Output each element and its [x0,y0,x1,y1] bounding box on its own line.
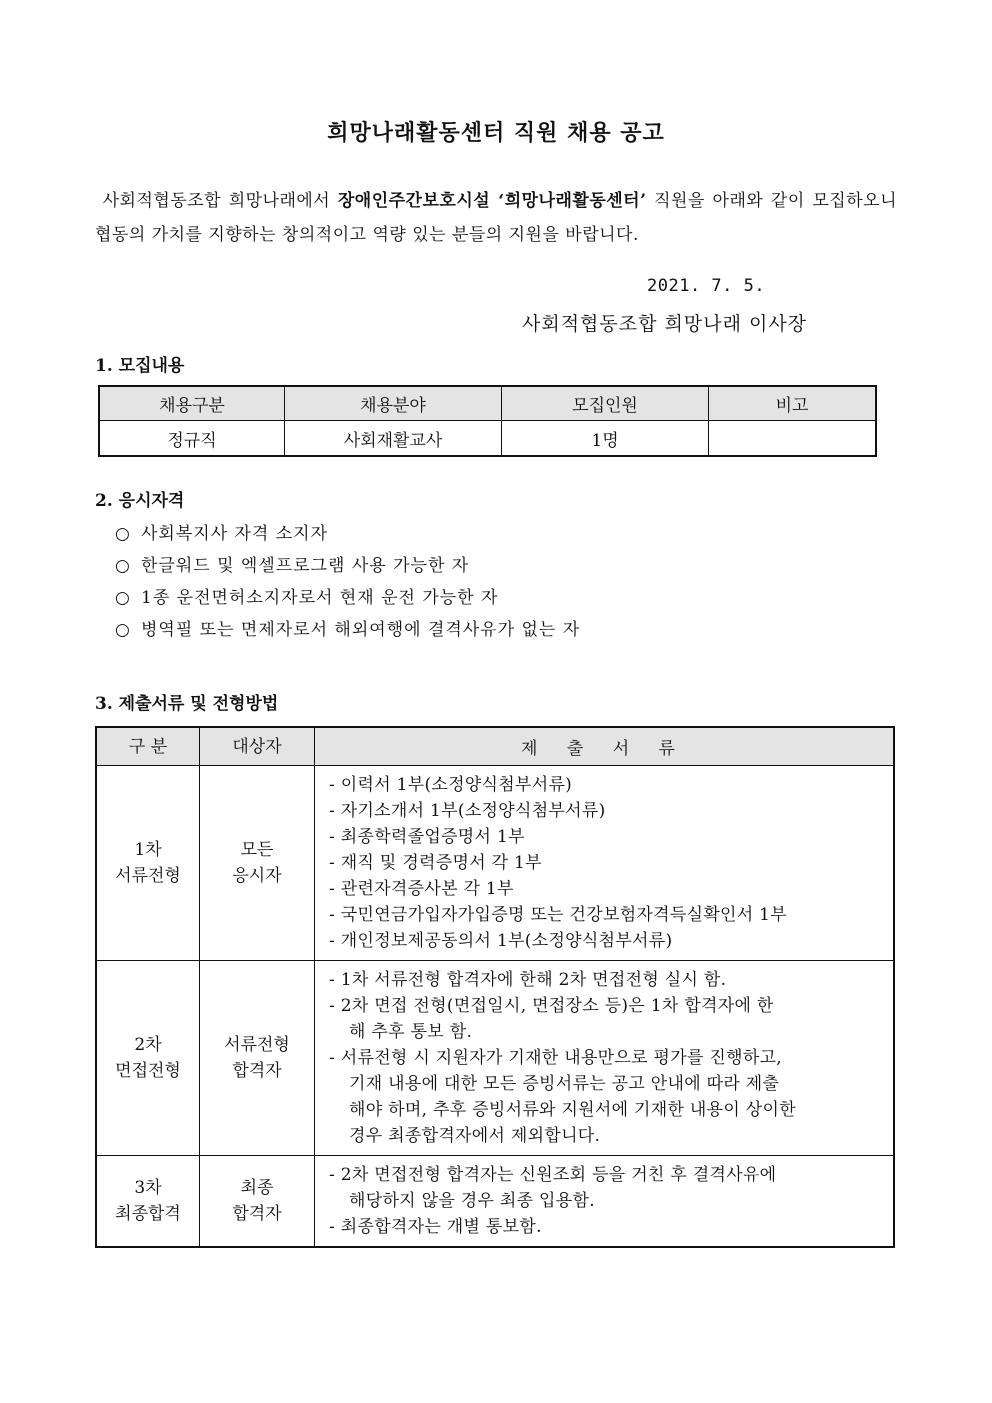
recruitment-table [98,385,877,457]
document-line: - 재직 및 경력증명서 각 1부 [329,853,542,873]
list-item [115,550,580,582]
documents-cell [315,766,895,961]
stage-cell [96,961,200,1156]
intro-text-1: 사회적협동조합 희망나래에서 [102,191,338,211]
header-cell: 비고 [709,386,877,421]
document-line: 경우 최종합격자에서 제외합니다. [349,1126,601,1146]
document-line: 기재 내용에 대한 모든 증빙서류는 공고 안내에 따라 제출 [349,1074,780,1094]
header-cell [315,727,895,766]
table-cell: 사회재활교사 [285,421,502,457]
intro-paragraph [95,184,897,252]
list-item-text: 1종 운전면허소지자로서 현재 운전 가능한 자 [141,588,499,608]
header-cell: 구 분 [96,727,200,766]
document-line: - 자기소개서 1부(소정양식첨부서류) [329,801,606,821]
circle-bullet-icon: ○ [115,620,131,640]
target-line: 합격자 [232,1204,282,1224]
list-item [115,582,580,614]
stage-line: 서류전형 [115,866,181,886]
signer: 사회적협동조합 희망나래 이사장 [522,313,808,335]
table-cell: 정규직 [99,421,285,457]
circle-bullet-icon: ○ [115,588,131,608]
header-cell: 채용구분 [99,386,285,421]
target-cell [200,766,315,961]
document-title: 희망나래활동센터 직원 채용 공고 [327,120,665,146]
section-1-heading: 1. 모집내용 [95,356,185,376]
table-header-row [96,727,894,766]
section-2-heading: 2. 응시자격 [95,491,185,511]
target-line: 최종 [240,1178,274,1198]
table-row [96,1156,894,1248]
document-line: - 서류전형 시 지원자가 기재한 내용만으로 평가를 진행하고, [329,1048,783,1068]
intro-text-2: 직원을 아래와 같이 모집하오니 협동의 가치를 지향하는 창의적이고 역량 있는 분들의 지원을 바랍니다. [95,191,897,245]
target-line: 합격자 [232,1061,282,1081]
target-line: 응시자 [232,866,282,886]
document-line: - 개인정보제공동의서 1부(소정양식첨부서류) [329,931,673,951]
document-line: - 2차 면접전형 합격자는 신원조회 등을 거친 후 결격사유에 [329,1165,777,1185]
list-item [115,614,580,646]
section-3-heading: 3. 제출서류 및 전형방법 [95,694,279,714]
list-item-text: 사회복지사 자격 소지자 [141,524,329,544]
table-cell: 1명 [502,421,709,457]
circle-bullet-icon: ○ [115,556,131,576]
target-line: 서류전형 [224,1035,290,1055]
document-line: - 국민연금가입자가입증명 또는 건강보험자격득실확인서 1부 [329,905,788,925]
stage-cell [96,766,200,961]
target-cell [200,1156,315,1248]
header-cell: 모집인원 [502,386,709,421]
documents-cell [315,961,895,1156]
document-line: - 최종학력졸업증명서 1부 [329,827,525,847]
table-header-row [99,386,876,421]
table-row [99,421,876,457]
target-line: 모든 [240,840,274,860]
header-cell: 채용분야 [285,386,502,421]
stage-line: 최종합격 [115,1204,181,1224]
documents-table [95,726,895,1248]
documents-cell [315,1156,895,1248]
document-line: 해당하지 않을 경우 최종 입용함. [349,1191,595,1211]
announcement-date: 2021. 7. 5. [647,276,766,296]
document-line: - 관련자격증사본 각 1부 [329,879,514,899]
document-line: - 이력서 1부(소정양식첨부서류) [329,775,573,795]
table-row [96,766,894,961]
intro-bold-facility: 장애인주간보호시설 ‘희망나래활동센터’ [337,191,647,211]
stage-line: 1차 [134,840,162,860]
header-cell: 대상자 [200,727,315,766]
stage-cell [96,1156,200,1248]
stage-line: 2차 [134,1035,162,1055]
list-item-text: 한글워드 및 엑셀프로그램 사용 가능한 자 [141,556,470,576]
header-cell-text: 제 출 서 류 [521,739,687,759]
document-line: 해야 하며, 추후 증빙서류와 지원서에 기재한 내용이 상이한 [349,1100,796,1120]
target-cell [200,961,315,1156]
document-line: 해 추후 통보 함. [349,1022,473,1042]
list-item-text: 병역필 또는 면제자로서 해외여행에 결격사유가 없는 자 [141,620,581,640]
document-line: - 1차 서류전형 합격자에 한해 2차 면접전형 실시 함. [329,970,727,990]
document-line: - 최종합격자는 개별 통보함. [329,1217,542,1237]
list-item [115,518,580,550]
stage-line: 면접전형 [115,1061,181,1081]
table-row [96,961,894,1156]
stage-line: 3차 [134,1178,162,1198]
table-cell [709,421,877,457]
circle-bullet-icon: ○ [115,524,131,544]
qualification-list [115,518,580,646]
document-line: - 2차 면접 전형(면접일시, 면접장소 등)은 1차 합격자에 한 [329,996,774,1016]
